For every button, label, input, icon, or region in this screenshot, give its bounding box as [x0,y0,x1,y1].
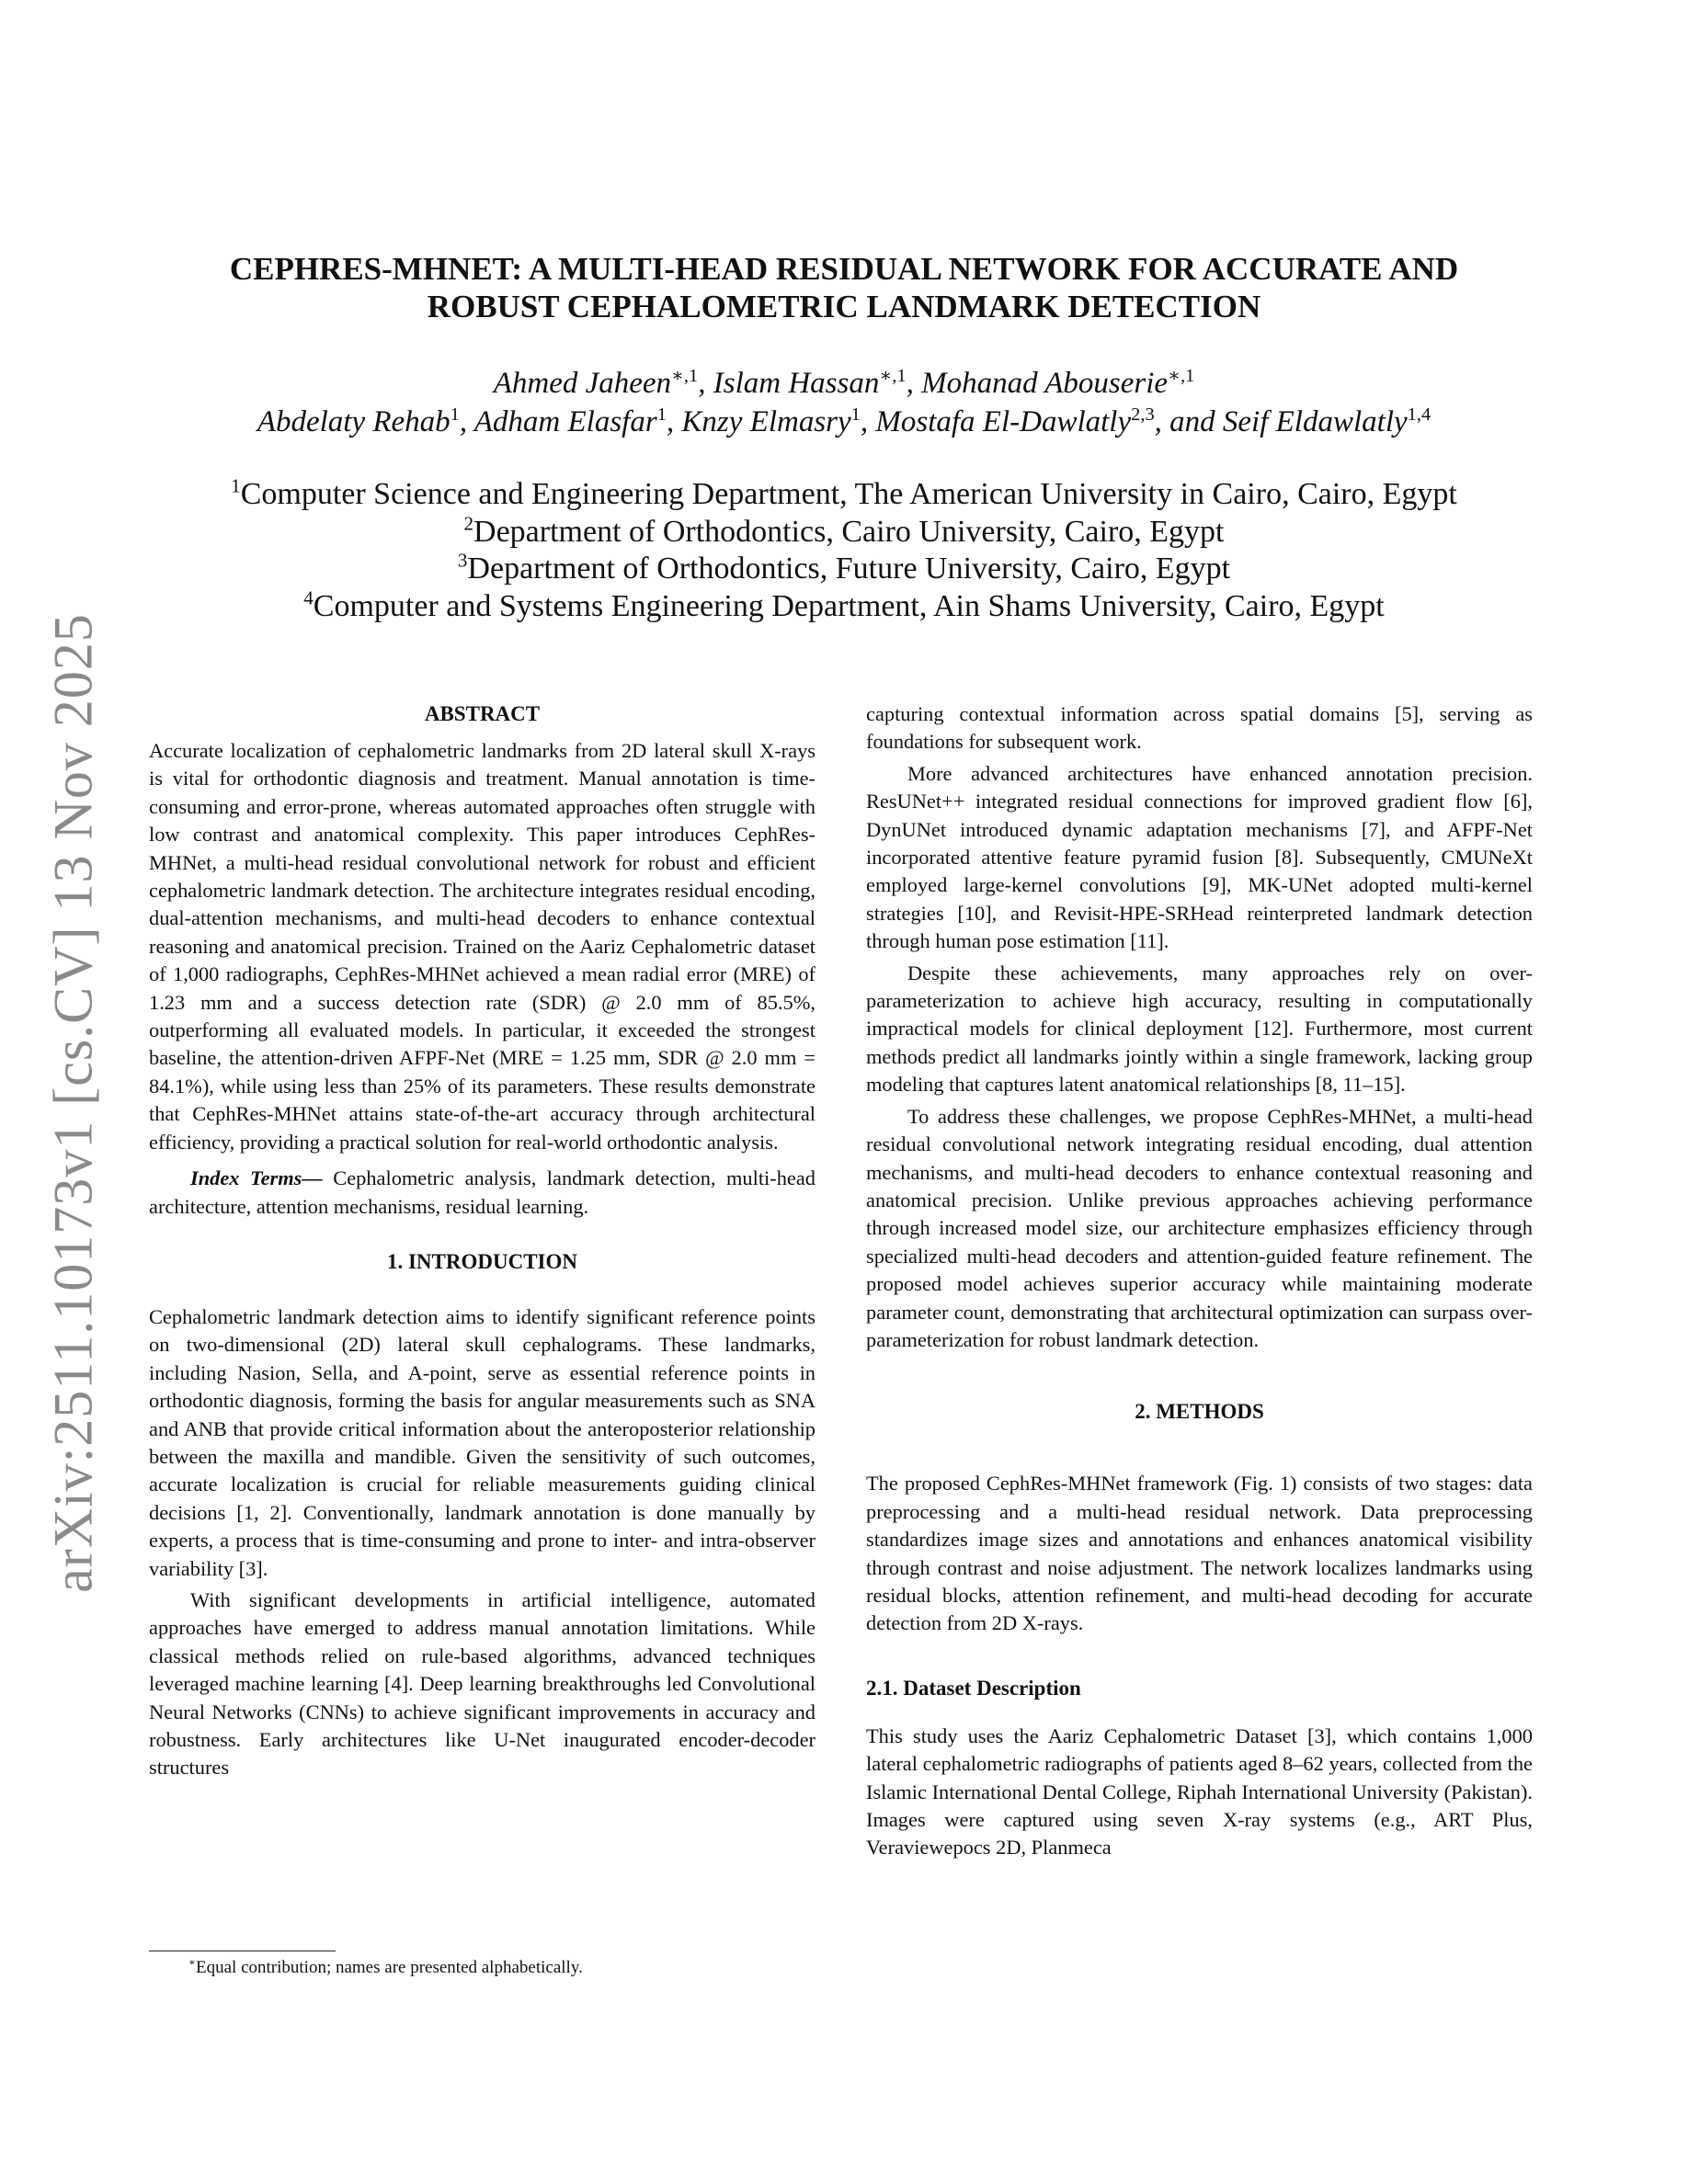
author-name: Islam Hassan [713,367,880,400]
author-affil-mark: 2,3 [1131,404,1155,425]
affiliation-text: Computer and Systems Engineering Department, Ain Shams University, Cairo, Egypt [313,588,1385,623]
abstract-text: Accurate localization of cephalometric landmarks from 2D lateral skull X-rays is vital for orthodontic diagnosis and treatment. Manual annotation is time-consuming and error-prone, whereas automated approaches often struggle with low contrast and anatomical complexity. This paper introduces CephRes-MHNet, a multi-head residual convolutional network for robust and efficient cephalometric landmark detection. The architecture integrates residual encoding, dual-attention mechanisms, and multi-head decoders to enhance contextual reasoning and anatomical precision. Trained on the Aariz Cephalometric dataset of 1,000 radiographs, CephRes-MHNet achieved a mean radial error (MRE) of 1.23 mm and a success detection rate (SDR) @ 2.0 mm of 85.5%, outperforming all evaluated models. In particular, it exceeded the strongest baseline, the attention-driven AFPF-Net (MRE = 1.25 mm, SDR @ 2.0 mm = 84.1%), while using less than 25% of its parameters. These results demonstrate that CephRes-MHNet attains state-of-the-art accuracy through architectural efficiency, providing a practical solution for real-world orthodontic analysis. [149,739,815,1154]
intro-paragraph-4: Despite these achievements, many approaches rely on over-parameterization to achieve high accuracy, resulting in computationally impractical models for clinical deployment [12]. Furthermore, most current methods predict all landmarks jointly within a single framework, lacking group modeling that captures latent anatomical relationships [8, 11–15]. [866,961,1533,1097]
methods-heading: 2. METHODS [1135,1400,1264,1424]
methods-paragraph-2: This study uses the Aariz Cephalometric Dataset [3], which contains 1,000 lateral cephalometric radiographs of patients aged 8–62 years, collected from the Islamic International Dental College, Riphah International University (Pakistan). Images were captured using seven X-ray systems (e.g., ART Plus, Veraviewepocs 2D, Planmeca [866,1723,1533,1860]
affiliation-text: Department of Orthodontics, Cairo University, Cairo, Egypt [473,514,1225,549]
author-line-2 [147,403,1541,441]
author-affil-mark: 1 [850,404,861,425]
author-name: Adham Elasfar [473,405,657,438]
affiliation-number: 1 [231,474,241,497]
author-separator: , [1154,405,1170,438]
author-affil-mark: ∗,1 [671,366,699,386]
intro-paragraph-2: With significant developments in artificial intelligence, automated approaches have emerged to address manual annotation limitations. While classical methods relied on rule-based algorithms, advanced techniques leveraged machine learning [4]. Deep learning breakthroughs led Convolutional Neural Networks (CNNs) to achieve significant improvements in accuracy and robustness. Early architectures like U-Net inaugurated encoder-decoder structures [149,1587,815,1780]
footnote-text: Equal contribution; names are presented alphabetically. [196,1958,583,1977]
author-affil-mark: ∗,1 [879,366,907,386]
author-affil-mark: ∗,1 [1168,366,1195,386]
introduction-heading: 1. INTRODUCTION [386,1249,578,1273]
affiliation-number: 2 [463,512,474,535]
dataset-subsection-heading: 2.1. Dataset Description [866,1676,1081,1700]
index-terms-label: Index Terms— [190,1166,323,1190]
index-terms [149,1165,815,1221]
author-name: Ahmed Jaheen [493,367,672,400]
author-list [147,364,1541,441]
affiliation-number: 4 [303,586,314,609]
footnote-mark: ∗ [188,1956,196,1969]
affiliation-text: Department of Orthodontics, Future University, Cairo, Egypt [467,552,1231,586]
author-affil-mark: 1,4 [1407,404,1431,425]
affiliation [147,551,1541,588]
affiliation-text: Computer Science and Engineering Department, The American University in Cairo, Cairo, Egypt [240,477,1457,511]
author-affil-mark: 1 [450,404,460,425]
footnote [188,1956,583,1980]
author-separator: , [906,367,922,400]
author-separator: , [698,367,713,400]
left-column [149,700,815,1782]
index-terms-text: Cephalometric analysis, landmark detection, multi-head architecture, attention mechanisms, residual learning. [149,1166,815,1218]
affiliation [147,588,1541,626]
affiliation-number: 3 [457,549,468,572]
author-separator: , [459,405,474,438]
arxiv-identifier: arXiv:2511.10173v1 [cs.CV] 13 Nov 2025 [42,613,104,1593]
affiliation-list [147,476,1541,625]
affiliation [147,476,1541,514]
intro-paragraph-5: To address these challenges, we propose CephRes-MHNet, a multi-head residual convolutional network integrating residual encoding, dual attention mechanisms, and multi-head decoders to enhance contextual reasoning and anatomical precision. Unlike previous approaches achieving performance through increased model size, our architecture emphasizes efficiency through specialized multi-head decoders and attention-guided feature refinement. The proposed model achieves superior accuracy while maintaining moderate parameter count, demonstrating that architectural optimization can surpass over-parameterization for robust landmark detection. [866,1104,1533,1351]
author-name: Mohanad Abouserie [921,367,1169,400]
arxiv-side-stamp [28,607,120,1599]
abstract-heading: ABSTRACT [424,702,541,725]
methods-paragraph-1: The proposed CephRes-MHNet framework (Fig. 1) consists of two stages: data preprocessing and a multi-head residual network. Data preprocessing standardizes image sizes and annotations and enhances anatomical visibility through contrast and noise adjustment. The network localizes landmarks using residual blocks, attention refinement, and multi-head decoding for accurate detection from 2D X-rays. [866,1472,1533,1635]
intro-paragraph-3: More advanced architectures have enhanced annotation precision. ResUNet++ integrated residual connections for improved gradient flow [6], DynUNet introduced dynamic adaptation mechanisms [7], and AFPF-Net incorporated attentive feature pyramid fusion [8]. Subsequently, CMUNeXt employed large-kernel convolutions [9], MK-UNet adopted multi-kernel strategies [10], and Revisit-HPE-SRHead reinterpreted landmark detection through human pose estimation [11]. [866,761,1533,953]
author-separator: , [666,405,682,438]
affiliation [147,514,1541,552]
author-name: Knzy Elmasry [681,405,851,438]
right-column [866,700,1533,1862]
author-affil-mark: 1 [656,404,667,425]
title-line-2: ROBUST CEPHALOMETRIC LANDMARK DETECTION [427,289,1261,324]
author-name: and Seif Eldawlatly [1169,405,1408,438]
intro-paragraph-1: Cephalometric landmark detection aims to identify significant reference points on two-dimensional (2D) lateral skull cephalograms. These landmarks, including Nasion, Sella, and A-point, serve as essential reference points in orthodontic diagnosis, forming the basis for angular measurements such as SNA and ANB that provide critical information about the anteroposterior relationship between the maxilla and mandible. Given the sensitivity of such outcomes, accurate localization is crucial for reliable measurements guiding clinical decisions [1, 2]. Conventionally, landmark annotation is done manually by experts, a process that is time-consuming and prone to inter- and intra-observer variability [3]. [149,1304,815,1580]
title-line-1: CEPHRES-MHNET: A MULTI-HEAD RESIDUAL NETWORK FOR ACCURATE AND [229,251,1459,287]
author-separator: , [860,405,876,438]
paper-title [165,250,1523,325]
author-name: Abdelaty Rehab [257,405,451,438]
author-name: Mostafa El-Dawlatly [875,405,1132,438]
intro-paragraph-2-continued: capturing contextual information across spatial domains [5], serving as foundations for subsequent work. [866,702,1533,754]
author-line-1 [147,364,1541,403]
